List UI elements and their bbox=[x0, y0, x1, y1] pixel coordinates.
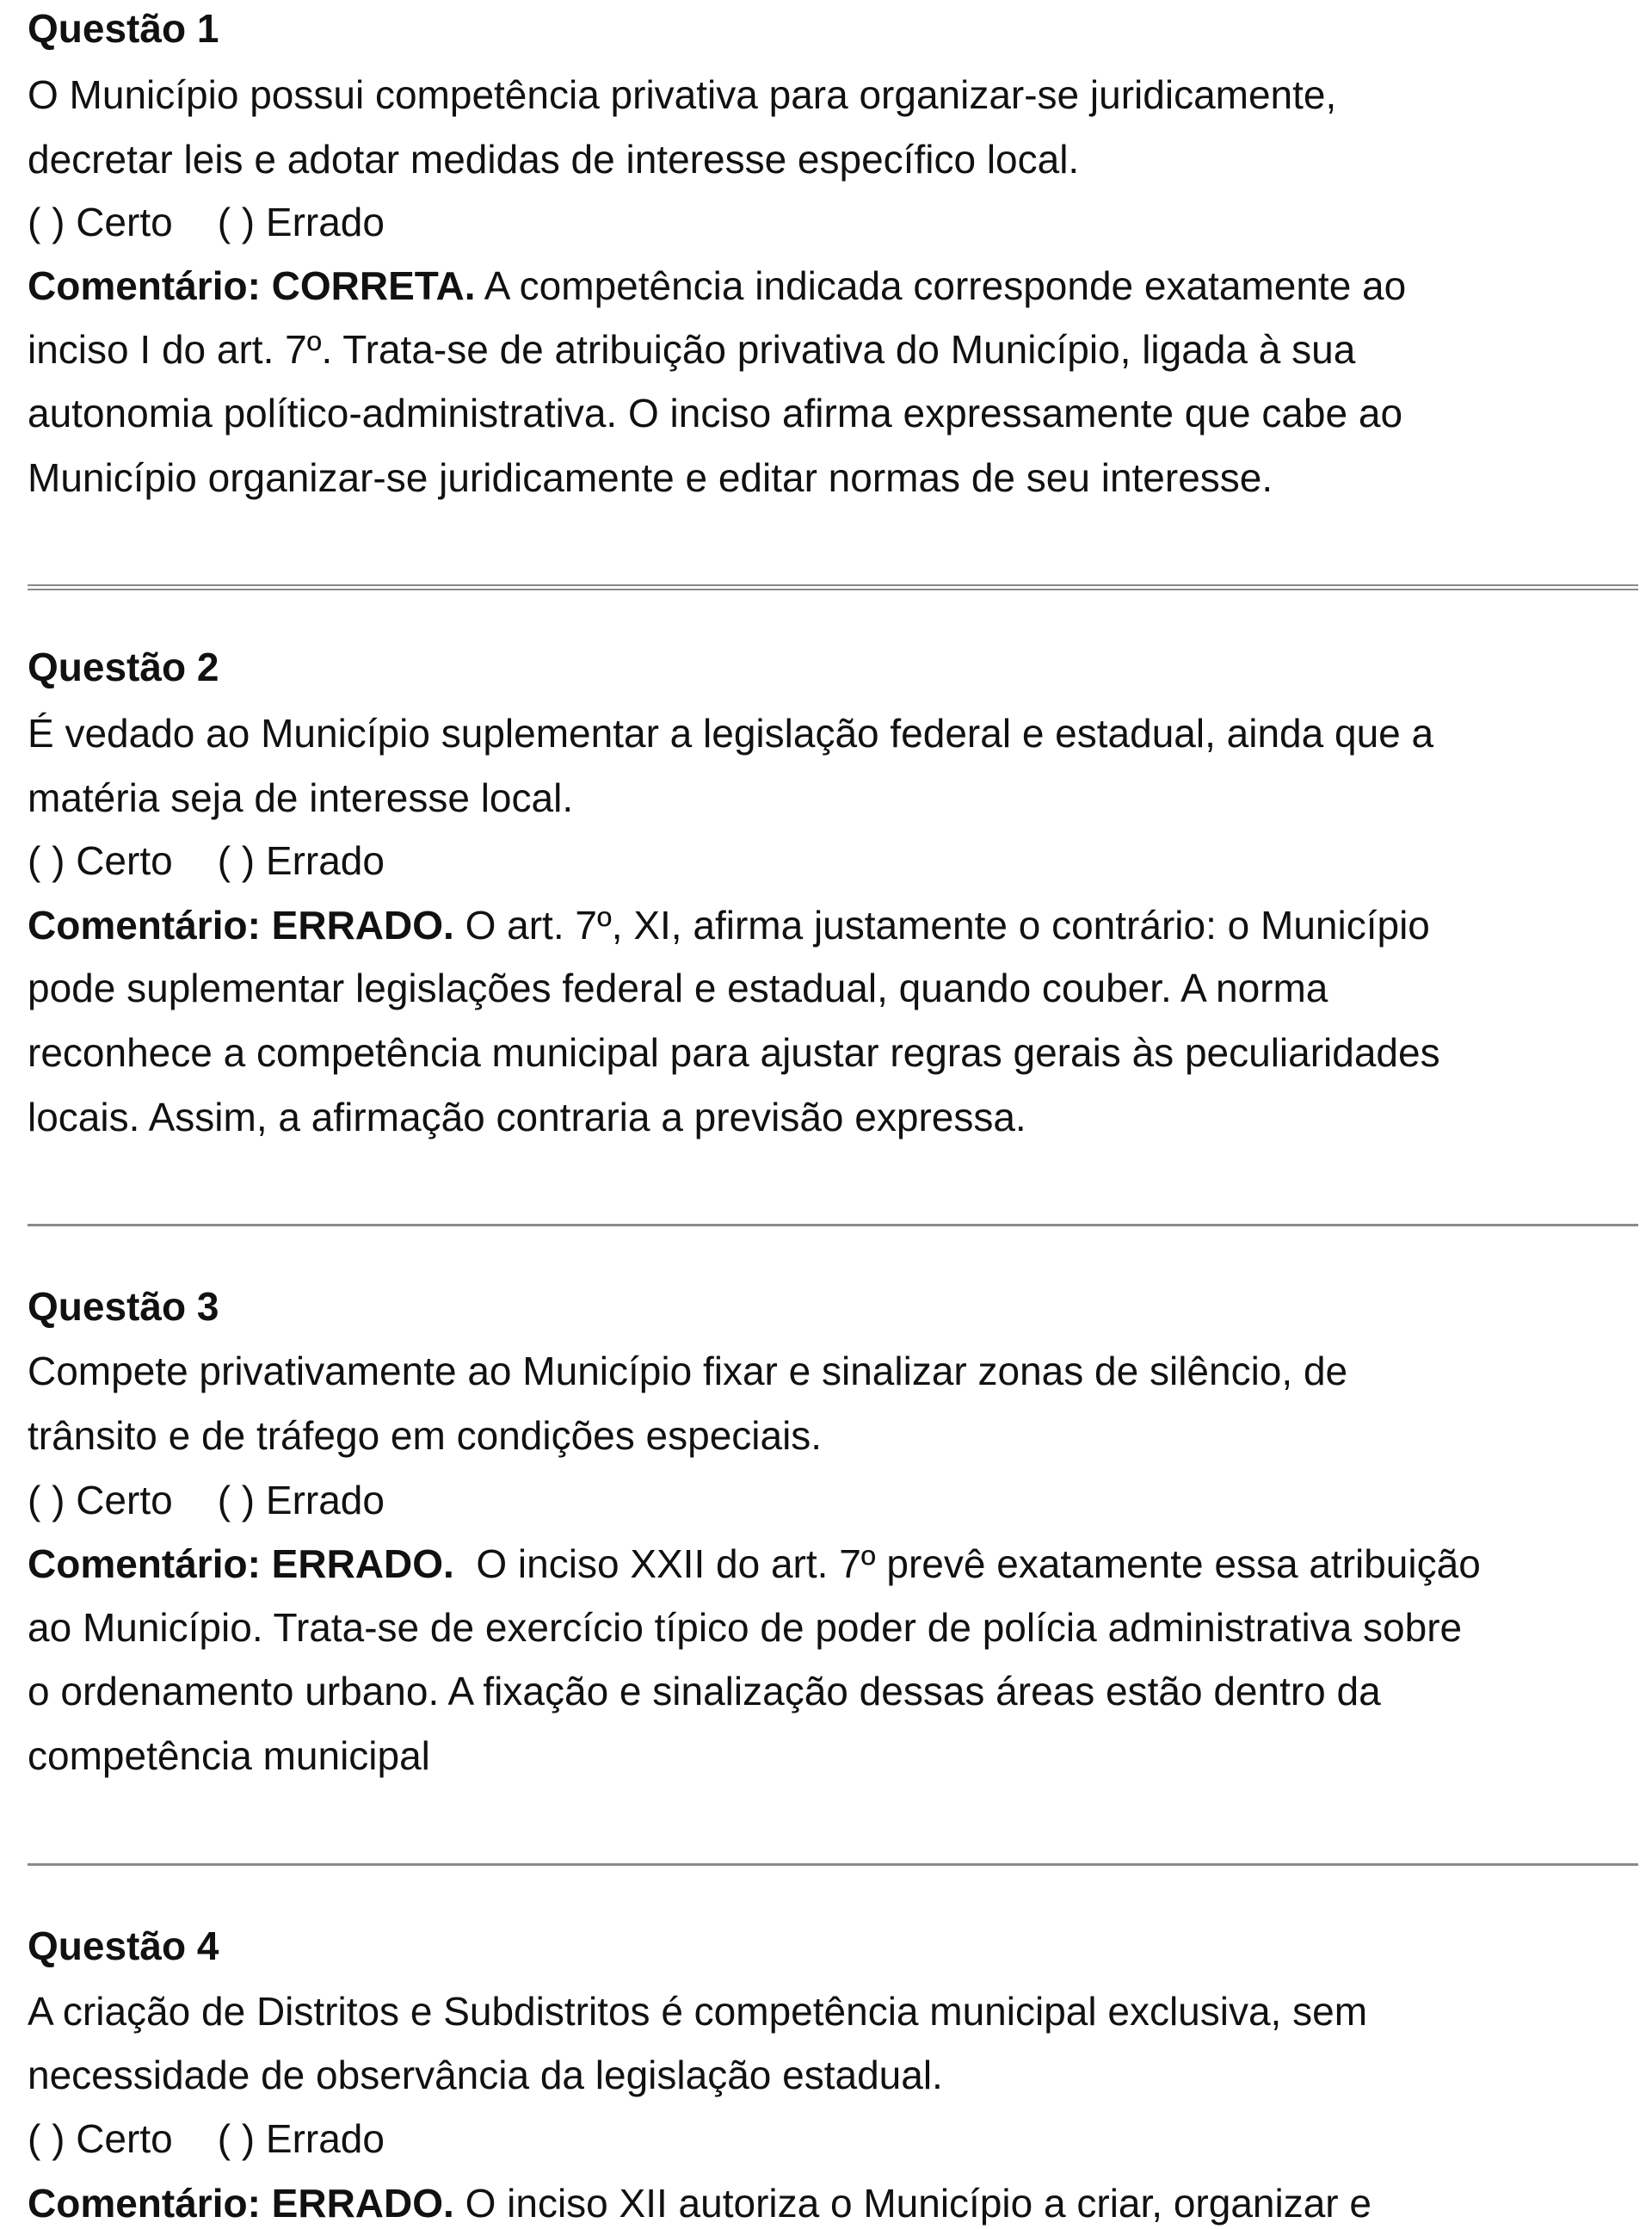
question-1-comment-line-1 bbox=[28, 260, 1406, 312]
option-errado[interactable]: ( ) Errado bbox=[217, 2116, 385, 2161]
section-divider bbox=[28, 1224, 1638, 1226]
question-1-comment-line-2: inciso I do art. 7º. Trata-se de atribuição privativa do Município, ligada à sua bbox=[28, 327, 1356, 372]
question-3-title: Questão 3 bbox=[28, 1284, 219, 1329]
option-errado[interactable]: ( ) Errado bbox=[217, 1478, 385, 1522]
question-3-options bbox=[28, 1474, 385, 1526]
question-2-options bbox=[28, 835, 385, 886]
question-3-comment-line-2: ao Município. Trata-se de exercício típico de poder de polícia administrativa sobre bbox=[28, 1605, 1463, 1650]
question-2-comment-line-2: pode suplementar legislações federal e estadual, quando couber. A norma bbox=[28, 966, 1328, 1010]
option-certo[interactable]: ( ) Certo bbox=[28, 838, 173, 883]
question-4-options bbox=[28, 2113, 385, 2164]
question-2-comment-line-4: locais. Assim, a afirmação contraria a previsão expressa. bbox=[28, 1095, 1026, 1139]
question-3-comment-line-3: o ordenamento urbano. A fixação e sinalização dessas áreas estão dentro da bbox=[28, 1669, 1381, 1713]
question-4-statement-line-1: A criação de Distritos e Subdistritos é competência municipal exclusiva, sem bbox=[28, 1989, 1368, 2034]
option-certo[interactable]: ( ) Certo bbox=[28, 200, 173, 244]
question-2-title: Questão 2 bbox=[28, 645, 219, 689]
question-2-comment-line-1 bbox=[28, 899, 1430, 951]
comment-text: A competência indicada corresponde exatamente ao bbox=[475, 263, 1407, 308]
question-3-statement-line-2: trânsito e de tráfego em condições especiais. bbox=[28, 1413, 823, 1458]
question-4-comment-line-1 bbox=[28, 2177, 1372, 2229]
question-2-comment-label: Comentário: ERRADO. bbox=[28, 903, 454, 948]
section-divider bbox=[28, 584, 1638, 590]
option-errado[interactable]: ( ) Errado bbox=[217, 200, 385, 244]
option-certo[interactable]: ( ) Certo bbox=[28, 2116, 173, 2161]
comment-text: O art. 7º, XI, afirma justamente o contrário: o Município bbox=[453, 903, 1430, 948]
question-1-comment-label: Comentário: CORRETA. bbox=[28, 263, 476, 308]
question-4-comment-label: Comentário: ERRADO. bbox=[28, 2181, 454, 2226]
comment-text: O inciso XII autoriza o Município a criar, organizar e bbox=[453, 2181, 1372, 2226]
comment-text: O inciso XXII do art. 7º prevê exatamente essa atribuição bbox=[453, 1541, 1481, 1586]
question-1-comment-line-3: autonomia político-administrativa. O inciso afirma expressamente que cabe ao bbox=[28, 391, 1403, 435]
option-certo[interactable]: ( ) Certo bbox=[28, 1478, 173, 1522]
question-3-comment-label: Comentário: ERRADO. bbox=[28, 1541, 454, 1586]
question-1-statement-line-2: decretar leis e adotar medidas de interesse específico local. bbox=[28, 137, 1080, 182]
question-1-title: Questão 1 bbox=[28, 6, 219, 51]
question-4-title: Questão 4 bbox=[28, 1923, 219, 1968]
section-divider bbox=[28, 1863, 1638, 1866]
option-errado[interactable]: ( ) Errado bbox=[217, 838, 385, 883]
question-1-options bbox=[28, 196, 385, 248]
question-3-comment-line-4: competência municipal bbox=[28, 1733, 430, 1778]
question-4-statement-line-2: necessidade de observância da legislação estadual. bbox=[28, 2053, 943, 2097]
question-2-statement-line-1: É vedado ao Município suplementar a legislação federal e estadual, ainda que a bbox=[28, 711, 1434, 756]
question-3-statement-line-1: Compete privativamente ao Município fixar e sinalizar zonas de silêncio, de bbox=[28, 1349, 1348, 1393]
question-3-comment-line-1 bbox=[28, 1538, 1481, 1590]
question-1-statement-line-1: O Município possui competência privativa para organizar-se juridicamente, bbox=[28, 72, 1337, 117]
question-2-statement-line-2: matéria seja de interesse local. bbox=[28, 775, 574, 820]
question-2-comment-line-3: reconhece a competência municipal para ajustar regras gerais às peculiaridades bbox=[28, 1030, 1440, 1075]
question-1-comment-line-4: Município organizar-se juridicamente e editar normas de seu interesse. bbox=[28, 455, 1273, 500]
